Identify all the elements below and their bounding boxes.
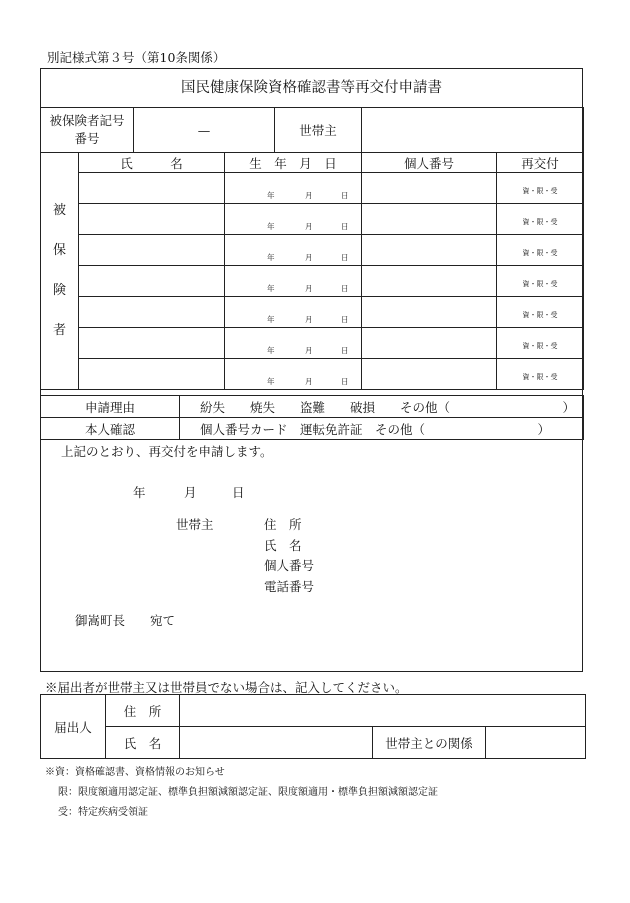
header-mynumber: 個人番号 — [362, 153, 497, 173]
side-char-3: 険 — [52, 283, 66, 298]
name-input[interactable] — [79, 235, 225, 266]
form-reference: 別記様式第３号（第10条関係） — [47, 50, 226, 65]
householder-label: 世帯主 — [275, 108, 362, 153]
month-label: 月 — [305, 346, 313, 355]
relation-input[interactable] — [486, 727, 586, 759]
year-label: 年 — [267, 315, 275, 324]
mynumber-input[interactable] — [362, 359, 497, 390]
submitter-name-label: 氏 名 — [106, 727, 180, 759]
reissue-options[interactable] — [497, 297, 584, 328]
header-reissue: 再交付 — [497, 153, 584, 173]
form-title: 国民健康保険資格確認書等再交付申請書 — [40, 68, 583, 108]
month-label: 月 — [305, 253, 313, 262]
footnote-1: ※資：資格確認書、資格情報のお知らせ — [45, 767, 225, 778]
dob-input[interactable] — [225, 359, 362, 390]
reissue-text: 資・限・受 — [522, 279, 558, 288]
insured-row — [41, 328, 584, 359]
insured-row — [41, 297, 584, 328]
date-month-label: 月 — [184, 485, 197, 500]
month-label: 月 — [305, 222, 313, 231]
identity-label: 本人確認 — [41, 418, 180, 440]
dob-input[interactable] — [225, 328, 362, 359]
householder-phone-label: 電話番号 — [264, 579, 315, 594]
submitter-address-label: 住 所 — [106, 695, 180, 727]
identity-options[interactable]: 個人番号カード 運転免許証 その他（ ） — [180, 418, 584, 440]
insured-row — [41, 359, 584, 390]
submitter-label: 届出人 — [41, 695, 106, 759]
mynumber-input[interactable] — [362, 204, 497, 235]
declaration-householder-label: 世帯主 — [176, 517, 214, 532]
month-label: 月 — [305, 284, 313, 293]
day-label: 日 — [341, 315, 349, 324]
year-label: 年 — [267, 253, 275, 262]
reissue-options[interactable] — [497, 359, 584, 390]
dob-input[interactable] — [225, 266, 362, 297]
reissue-text: 資・限・受 — [522, 310, 558, 319]
dob-input[interactable] — [225, 173, 362, 204]
householder-name-label: 氏 名 — [264, 538, 302, 553]
day-label: 日 — [341, 284, 349, 293]
submitter-address-input[interactable] — [180, 695, 586, 727]
year-label: 年 — [267, 346, 275, 355]
reissue-text: 資・限・受 — [522, 248, 558, 257]
month-label: 月 — [305, 191, 313, 200]
insured-side-label — [41, 153, 79, 390]
householder-input[interactable] — [362, 108, 584, 153]
mynumber-input[interactable] — [362, 173, 497, 204]
side-char-2: 保 — [52, 243, 66, 258]
reissue-text: 資・限・受 — [522, 186, 558, 195]
side-char-4: 者 — [52, 323, 66, 338]
symbol-separator: — — [197, 122, 211, 138]
name-input[interactable] — [79, 173, 225, 204]
day-label: 日 — [341, 346, 349, 355]
reason-label: 申請理由 — [41, 396, 180, 418]
year-label: 年 — [267, 222, 275, 231]
side-char-1: 被 — [52, 203, 66, 218]
reason-table — [40, 395, 584, 440]
insured-row — [41, 173, 584, 204]
reissue-options[interactable] — [497, 173, 584, 204]
name-input[interactable] — [79, 328, 225, 359]
footnote-3: 受：特定疾病受領証 — [58, 807, 148, 818]
header-row-table — [40, 107, 584, 153]
header-name: 氏 名 — [79, 153, 225, 173]
addressee: 御嵩町長 宛て — [75, 613, 176, 628]
reason-options[interactable]: 紛失 焼失 盗難 破損 その他（ ） — [180, 396, 584, 418]
header-dob: 生 年 月 日 — [225, 153, 362, 173]
month-label: 月 — [305, 377, 313, 386]
reissue-options[interactable] — [497, 235, 584, 266]
reissue-options[interactable] — [497, 328, 584, 359]
submitter-name-input[interactable] — [180, 727, 373, 759]
reissue-options[interactable] — [497, 266, 584, 297]
householder-mynumber-label: 個人番号 — [264, 558, 315, 573]
day-label: 日 — [341, 191, 349, 200]
name-input[interactable] — [79, 266, 225, 297]
insured-symbol-label: 被保険者記号 番号 — [41, 108, 134, 153]
year-label: 年 — [267, 377, 275, 386]
mynumber-input[interactable] — [362, 328, 497, 359]
name-input[interactable] — [79, 297, 225, 328]
footnote-2: 限：限度額適用認定証、標準負担額減額認定証、限度額適用・標準負担額減額認定証 — [58, 787, 438, 798]
reissue-text: 資・限・受 — [522, 217, 558, 226]
day-label: 日 — [341, 253, 349, 262]
insured-symbol-input[interactable] — [134, 108, 275, 153]
day-label: 日 — [341, 222, 349, 231]
reissue-text: 資・限・受 — [522, 341, 558, 350]
name-input[interactable] — [79, 204, 225, 235]
insured-table — [40, 152, 584, 390]
date-year-label: 年 — [133, 485, 146, 500]
day-label: 日 — [341, 377, 349, 386]
mynumber-input[interactable] — [362, 297, 497, 328]
dob-input[interactable] — [225, 204, 362, 235]
dob-input[interactable] — [225, 235, 362, 266]
reissue-options[interactable] — [497, 204, 584, 235]
householder-address-label: 住 所 — [264, 517, 302, 532]
mynumber-input[interactable] — [362, 235, 497, 266]
insured-row — [41, 204, 584, 235]
submitter-table — [40, 694, 586, 759]
reissue-text: 資・限・受 — [522, 372, 558, 381]
insured-row — [41, 266, 584, 297]
insured-row — [41, 235, 584, 266]
declaration-text: 上記のとおり、再交付を申請します。 — [61, 444, 273, 459]
year-label: 年 — [267, 284, 275, 293]
relation-label: 世帯主との関係 — [373, 727, 486, 759]
name-input[interactable] — [79, 359, 225, 390]
month-label: 月 — [305, 315, 313, 324]
dob-input[interactable] — [225, 297, 362, 328]
submitter-notice: ※届出者が世帯主又は世帯員でない場合は、記入してください。 — [45, 680, 408, 695]
mynumber-input[interactable] — [362, 266, 497, 297]
date-day-label: 日 — [232, 485, 245, 500]
year-label: 年 — [267, 191, 275, 200]
